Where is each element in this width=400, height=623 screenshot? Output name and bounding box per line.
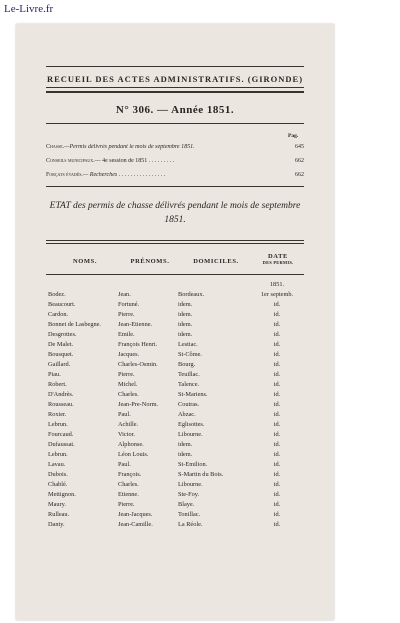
header-rule-mid bbox=[46, 87, 304, 88]
toc-entry-head: Conseils municipaux. bbox=[46, 158, 95, 164]
cell-date: id. bbox=[273, 431, 281, 438]
cell-domicile: Libourne. bbox=[178, 481, 203, 488]
table-row bbox=[46, 410, 304, 420]
table-row bbox=[46, 390, 304, 400]
cell-nom: Rulleau. bbox=[48, 511, 70, 518]
cell-date: id. bbox=[273, 511, 281, 518]
cell-nom: Mettignon. bbox=[48, 491, 76, 498]
cell-prenom: Jean-Camille. bbox=[118, 521, 153, 528]
table-row bbox=[46, 430, 304, 440]
table-row bbox=[46, 450, 304, 460]
cell-prenom: Fortuné. bbox=[118, 301, 140, 308]
toc-entry-page: 662 bbox=[295, 172, 304, 178]
cell-date: id. bbox=[273, 341, 281, 348]
cell-prenom: Charles. bbox=[118, 391, 139, 398]
table-row bbox=[46, 380, 304, 390]
cell-date: id. bbox=[273, 421, 281, 428]
cell-date: id. bbox=[273, 361, 281, 368]
table-row bbox=[46, 290, 304, 300]
cell-nom: De Malet. bbox=[48, 341, 74, 348]
cell-date: 1er septemb. bbox=[260, 291, 294, 298]
cell-prenom: Charles. bbox=[118, 481, 139, 488]
table-row bbox=[46, 300, 304, 310]
toc-entry-head: Forçats évadés. bbox=[46, 172, 83, 178]
cell-date: id. bbox=[273, 331, 281, 338]
cell-prenom: François. bbox=[118, 471, 142, 478]
header-rule-top bbox=[46, 66, 304, 67]
cell-domicile: Lestiac. bbox=[178, 341, 198, 348]
cell-nom: Lavau. bbox=[48, 461, 66, 468]
cell-nom: Maury. bbox=[48, 501, 66, 508]
cell-date: id. bbox=[273, 321, 281, 328]
cell-nom: Piau. bbox=[48, 371, 61, 378]
table-row bbox=[46, 320, 304, 330]
cell-prenom: Pierre. bbox=[118, 311, 135, 318]
cell-nom: Gaillard. bbox=[48, 361, 71, 368]
table-year-row bbox=[46, 280, 304, 290]
cell-nom: Beaucourt. bbox=[48, 301, 76, 308]
table-row bbox=[46, 360, 304, 370]
header-rule-thick bbox=[46, 91, 304, 93]
cell-date: id. bbox=[273, 521, 281, 528]
cell-prenom: Paul. bbox=[118, 461, 131, 468]
header-date bbox=[252, 253, 304, 265]
cell-prenom: Jean-Pre-Norm. bbox=[118, 401, 159, 408]
cell-nom: Dufaussat. bbox=[48, 441, 75, 448]
cell-domicile: idem. bbox=[178, 301, 193, 308]
cell-domicile: La Réole. bbox=[178, 521, 203, 528]
cell-domicile: S-Martin du Bois. bbox=[178, 471, 224, 478]
toc-entry-page: 662 bbox=[295, 158, 304, 164]
table-year: 1851. bbox=[269, 281, 285, 288]
cell-nom: Lebrun. bbox=[48, 421, 68, 428]
table-rule-top-2 bbox=[46, 243, 304, 244]
cell-date: id. bbox=[273, 501, 281, 508]
cell-nom: Robert. bbox=[48, 381, 67, 388]
cell-date: id. bbox=[273, 461, 281, 468]
seller-watermark: Le-Livre.fr bbox=[4, 3, 54, 15]
cell-prenom: Achille. bbox=[118, 421, 139, 428]
header-date-sub: DES PERMIS. bbox=[262, 260, 294, 265]
cell-prenom: Victor. bbox=[118, 431, 135, 438]
header-prenoms: PRÉNOMS. bbox=[130, 258, 170, 265]
table-row bbox=[46, 460, 304, 470]
table-row bbox=[46, 510, 304, 520]
table-row bbox=[46, 310, 304, 320]
table-row bbox=[46, 500, 304, 510]
cell-nom: Desgrottes. bbox=[48, 331, 77, 338]
cell-nom: Fourcaud. bbox=[48, 431, 74, 438]
cell-date: id. bbox=[273, 371, 281, 378]
table-row bbox=[46, 470, 304, 480]
cell-nom: Bodez. bbox=[48, 291, 66, 298]
table-row bbox=[46, 520, 304, 530]
cell-nom: Lebrun. bbox=[48, 451, 68, 458]
cell-date: id. bbox=[273, 491, 281, 498]
cell-nom: Bousquet. bbox=[48, 351, 74, 358]
table-row bbox=[46, 370, 304, 380]
cell-date: id. bbox=[273, 351, 281, 358]
cell-date: id. bbox=[273, 451, 281, 458]
cell-prenom: Pierre. bbox=[118, 371, 135, 378]
toc-entry-text: —Permis délivrés pendant le mois de septembre 1851. bbox=[64, 144, 195, 150]
table-row bbox=[46, 440, 304, 450]
cell-domicile: St-Mariens. bbox=[178, 391, 208, 398]
toc-entry bbox=[46, 158, 304, 164]
table-row bbox=[46, 340, 304, 350]
cell-prenom: Charles-Osmin. bbox=[118, 361, 158, 368]
cell-domicile: Libourne. bbox=[178, 431, 203, 438]
table-rule-top bbox=[46, 240, 304, 241]
issue-number: N° 306. — Année 1851. bbox=[115, 104, 235, 116]
cell-prenom: Jean-Jacques. bbox=[118, 511, 153, 518]
cell-domicile: St-Emilion. bbox=[178, 461, 208, 468]
cell-domicile: Teuillac. bbox=[178, 371, 200, 378]
cell-domicile: Ste-Foy. bbox=[178, 491, 200, 498]
cell-date: id. bbox=[273, 301, 281, 308]
cell-domicile: idem. bbox=[178, 451, 193, 458]
cell-nom: D'Andrès. bbox=[48, 391, 74, 398]
cell-date: id. bbox=[273, 381, 281, 388]
cell-domicile: Talence. bbox=[178, 381, 200, 388]
cell-nom: Cardon. bbox=[48, 311, 69, 318]
header-date-label: DATE bbox=[268, 253, 288, 260]
cell-domicile: Abzac. bbox=[178, 411, 196, 418]
toc-pag-label: Pag. bbox=[288, 133, 299, 139]
cell-prenom: François Henri. bbox=[118, 341, 158, 348]
cell-domicile: Tonillac. bbox=[178, 511, 201, 518]
header-title: RECUEIL DES ACTES ADMINISTRATIFS. (GIRONDE) bbox=[46, 74, 304, 84]
cell-nom: Rousseau. bbox=[48, 401, 74, 408]
table-row bbox=[46, 420, 304, 430]
toc-entry bbox=[46, 172, 304, 178]
cell-domicile: Coutras. bbox=[178, 401, 200, 408]
cell-domicile: idem. bbox=[178, 441, 193, 448]
cell-date: id. bbox=[273, 311, 281, 318]
cell-prenom: Pierre. bbox=[118, 501, 135, 508]
table-row bbox=[46, 490, 304, 500]
toc-entry-text: — Recherches . . . . . . . . . . . . . . . . bbox=[82, 172, 166, 178]
cell-nom: Roxier. bbox=[48, 411, 67, 418]
cell-date: id. bbox=[273, 481, 281, 488]
cell-nom: Bonnet de Lasbegne. bbox=[48, 321, 101, 328]
state-title: ETAT des permis de chasse délivrés pendant le mois de septembre 1851. bbox=[49, 201, 301, 225]
cell-domicile: Bourg. bbox=[178, 361, 196, 368]
cell-domicile: Bordeaux. bbox=[178, 291, 205, 298]
cell-date: id. bbox=[273, 441, 281, 448]
toc-entry bbox=[46, 144, 304, 150]
header-noms: NOMS. bbox=[72, 258, 98, 265]
cell-prenom: Jean. bbox=[118, 291, 131, 298]
table-row bbox=[46, 400, 304, 410]
cell-prenom: Jean-Etienne. bbox=[118, 321, 153, 328]
toc-entry-text: — 4e session de 1851 . . . . . . . . . bbox=[94, 158, 175, 164]
cell-nom: Dubois. bbox=[48, 471, 68, 478]
cell-nom: Danty. bbox=[48, 521, 65, 528]
cell-date: id. bbox=[273, 411, 281, 418]
cell-date: id. bbox=[273, 401, 281, 408]
cell-domicile: St-Côme. bbox=[178, 351, 202, 358]
toc-entry-head: Chasse. bbox=[46, 144, 65, 150]
cell-domicile: idem. bbox=[178, 321, 193, 328]
cell-domicile: idem. bbox=[178, 331, 193, 338]
cell-domicile: Eglisottes. bbox=[178, 421, 205, 428]
cell-prenom: Léon Louis. bbox=[118, 451, 149, 458]
cell-domicile: idem. bbox=[178, 311, 193, 318]
cell-date: id. bbox=[273, 391, 281, 398]
document-content bbox=[16, 24, 334, 620]
cell-prenom: Etienne. bbox=[118, 491, 139, 498]
header-domiciles: DOMICILES. bbox=[193, 258, 239, 265]
cell-prenom: Michel. bbox=[118, 381, 138, 388]
table-row bbox=[46, 480, 304, 490]
cell-prenom: Emile. bbox=[118, 331, 135, 338]
table-row bbox=[46, 330, 304, 340]
cell-prenom: Jacques. bbox=[118, 351, 140, 358]
toc-rule bbox=[46, 186, 304, 187]
table-row bbox=[46, 350, 304, 360]
toc-entry-page: 645 bbox=[295, 144, 304, 150]
cell-prenom: Alphonse. bbox=[118, 441, 144, 448]
cell-domicile: Blaye. bbox=[178, 501, 195, 508]
issue-rule bbox=[46, 123, 304, 124]
cell-date: id. bbox=[273, 471, 281, 478]
table-header-rule bbox=[46, 274, 304, 275]
cell-nom: Chablé. bbox=[48, 481, 68, 488]
cell-prenom: Paul. bbox=[118, 411, 131, 418]
